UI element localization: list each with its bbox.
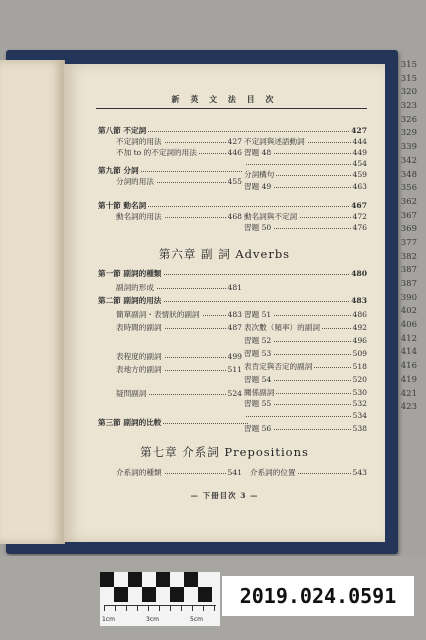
page-footer: — 下冊目次 3 — <box>190 491 259 500</box>
catalog-number: 2019.024.0591 <box>222 576 414 616</box>
scale-label: 3cm <box>146 616 159 623</box>
toc-entry: 習題 54 520 <box>244 375 367 384</box>
left-page-number: 390 <box>400 292 417 303</box>
scale-label: 5cm <box>190 616 203 623</box>
left-page-number: 326 <box>400 114 417 125</box>
toc-entry: 表肯定與否定的副詞 518 <box>244 362 367 371</box>
left-page-numbers <box>401 60 417 416</box>
toc-entry: 不加 to 的不定詞的用法 446 <box>116 148 242 157</box>
left-page-number: 369 <box>400 224 417 235</box>
toc-entry: 不定詞與述語動詞 444 <box>244 137 367 146</box>
toc-list <box>64 64 385 542</box>
toc-entry: 第八節 不定詞 427 <box>98 126 367 135</box>
left-page-number: 315 <box>400 60 417 70</box>
checker-pattern <box>100 572 220 602</box>
toc-entry: 習題 51 486 <box>244 310 367 319</box>
left-page-number: 412 <box>400 333 417 344</box>
left-page-number: 416 <box>400 361 417 372</box>
toc-entry: 表程度的副詞 499 <box>116 352 242 361</box>
left-page-number: 315 <box>400 73 417 84</box>
toc-entry: 534 <box>244 411 367 421</box>
left-page-number: 356 <box>400 183 417 194</box>
left-page <box>0 60 65 544</box>
running-head: 新 英 文 法 目 次 <box>171 94 278 104</box>
left-page-number: 367 <box>400 210 417 221</box>
toc-entry: 介系詞的種類 541 <box>116 468 242 477</box>
toc-entry: 454 <box>244 159 367 169</box>
left-page-number: 402 <box>400 306 417 317</box>
left-page-number: 323 <box>400 101 417 112</box>
toc-entry: 習題 48 449 <box>244 148 367 157</box>
toc-entry: 動名詞與不定詞 472 <box>244 212 367 221</box>
ruler <box>104 605 216 616</box>
toc-entry: 動名詞的用法 468 <box>116 212 242 221</box>
toc-entry: 表時間的副詞 487 <box>116 323 242 332</box>
color-scale-card <box>100 572 220 626</box>
toc-entry: 第三節 副詞的比較 <box>98 418 248 428</box>
left-page-number: 387 <box>400 279 417 289</box>
toc-entry: 習題 49 463 <box>244 182 367 191</box>
toc-entry: 習題 56 538 <box>244 424 367 433</box>
toc-entry: 不定詞的用法 427 <box>116 137 242 146</box>
toc-entry: 介系詞的位置 543 <box>250 468 367 477</box>
left-page-number: 348 <box>400 169 417 180</box>
left-page-number: 421 <box>400 388 417 399</box>
toc-page <box>64 64 385 542</box>
toc-entry: 第九節 分詞 <box>98 166 242 176</box>
left-page-number: 382 <box>400 251 417 262</box>
left-page-number: 339 <box>400 142 417 153</box>
toc-entry: 習題 55 532 <box>244 399 367 408</box>
toc-entry: 分詞的用法 455 <box>116 177 242 186</box>
left-page-number: 342 <box>400 155 417 166</box>
toc-entry: 疑問副詞 524 <box>116 389 242 398</box>
left-page-number: 362 <box>400 196 417 207</box>
toc-entry: 分詞構句 459 <box>244 170 367 179</box>
chapter-heading: 第七章 介系詞 Prepositions <box>140 445 309 459</box>
left-page-number: 414 <box>400 347 417 358</box>
left-page-number: 406 <box>400 320 417 331</box>
left-page-number: 329 <box>400 128 417 139</box>
toc-entry: 習題 53 509 <box>244 349 367 358</box>
toc-entry: 表次數（頻率）的副詞 492 <box>244 323 367 332</box>
left-page-number: 320 <box>400 87 417 98</box>
toc-entry: 第十節 動名詞 467 <box>98 201 367 210</box>
scale-label: 1cm <box>102 616 115 623</box>
toc-entry: 關係副詞 530 <box>244 388 367 397</box>
toc-entry: 習題 52 496 <box>244 336 367 345</box>
toc-entry: 習題 50 476 <box>244 223 367 232</box>
chapter-heading: 第六章 副 詞 Adverbs <box>158 247 291 261</box>
toc-entry: 副詞的形成 481 <box>116 283 242 292</box>
left-page-number: 377 <box>400 237 417 248</box>
left-page-number: 387 <box>400 265 417 276</box>
left-page-number: 423 <box>400 402 417 413</box>
toc-entry: 簡單副詞・表情狀的副詞 483 <box>116 310 242 319</box>
toc-entry: 表地方的副詞 511 <box>116 365 242 374</box>
left-page-number: 419 <box>400 374 417 385</box>
toc-entry: 第一節 副詞的種類 480 <box>98 269 367 278</box>
toc-entry: 第二節 副詞的用法 483 <box>98 296 367 305</box>
